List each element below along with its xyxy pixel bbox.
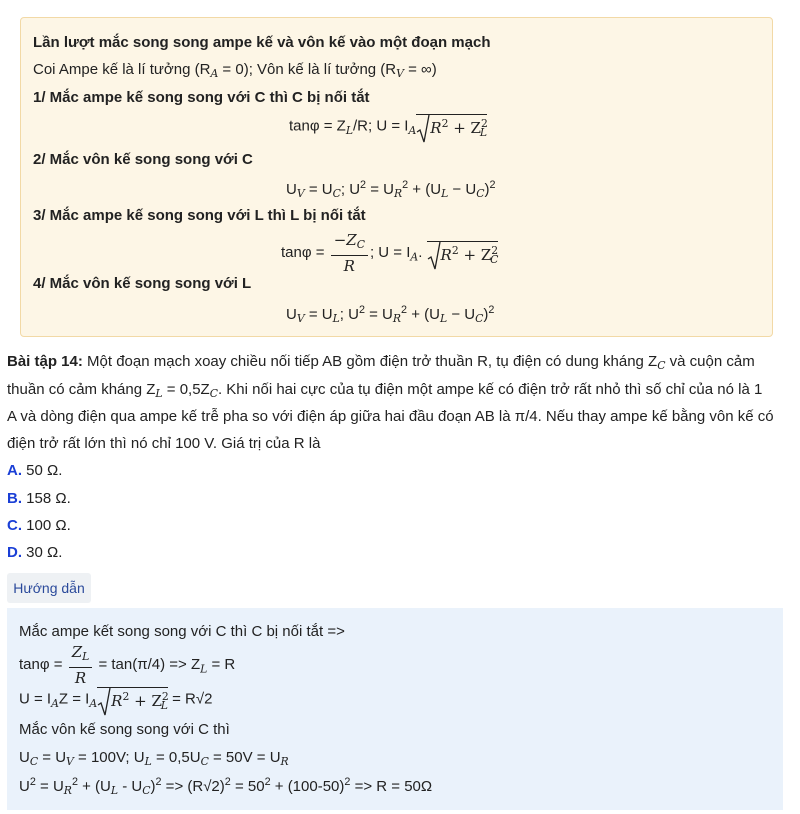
exercise-label: Bài tập 14:: [7, 353, 83, 370]
fraction: $\frac{-Z_C}{R}$: [331, 230, 368, 276]
solution-line-3: $U = I_AZ = I_A$ $R^2 + Z^2_L = R√2$: [19, 687, 212, 712]
case1-heading: 1/ Mắc ampe kế song song với C thì C bị nối tắt: [33, 89, 370, 106]
case3-formula: tanφ = $\frac{-Z_C}{R}$ ; $U = I_A$. $R^2 + Z^2_C$: [281, 231, 499, 276]
case1-formula: $\tan\varphi = Z_L/R$; $U = I_A$ $R^2 + Z^2_L$: [289, 114, 487, 139]
solution-line-2: tanφ = $\frac{Z_L}{R}$ = $\tan(\pi/4) => Z_L = R$: [19, 643, 236, 688]
option-c[interactable]: C. 100 Ω.: [7, 517, 71, 534]
hint-button[interactable]: Hướng dẫn: [7, 573, 91, 603]
case4-formula: $U_V = U_L$; $U^2 = U_R^2 + (U_L - U_C)^2$: [286, 304, 495, 326]
theory-title: Lần lượt mắc song song ampe kế và vôn kế vào một đoạn mạch: [33, 34, 491, 51]
solution-line-5: $U_C = U_V = 100V$; $U_L = 0,5U_C = 50V = U_R$: [19, 749, 289, 769]
sqrt-symbol: $R^2 + Z^2_C$: [427, 241, 499, 266]
fraction: $\frac{Z_L}{R}$: [69, 642, 93, 688]
theory-box: [20, 17, 773, 337]
sqrt-symbol: $R^2 + Z^2_L$: [97, 687, 168, 712]
case4-heading: 4/ Mắc vôn kế song song với L: [33, 275, 252, 292]
case2-formula: $U_V = U_C$; $U^2 = U_R^2 + (U_L - U_C)^2$: [286, 179, 496, 201]
exercise-line-1: Bài tập 14: Một đoạn mạch xoay chiều nối tiếp AB gồm điện trở thuần R, tụ điện có dung kháng $Z_C$ và cuộn cảm: [7, 353, 755, 373]
solution-line-4: Mắc vôn kế song song với C thì: [19, 721, 230, 738]
case3-heading: 3/ Mắc ampe kế song song với L thì L bị nối tắt: [33, 207, 366, 224]
option-d[interactable]: D. 30 Ω.: [7, 544, 63, 561]
ideal-meters-note: Coi Ampe kế là lí tưởng $(R_A = 0)$; Vôn kế là lí tưởng ($R_V$ = ∞): [33, 61, 437, 81]
sqrt-symbol: $R^2 + Z^2_L$: [416, 114, 487, 139]
exercise-line-4: điện trở rất lớn thì nó chỉ 100 V. Giá trị của R là: [7, 435, 321, 452]
exercise-line-3: A và dòng điện qua ampe kế trễ pha so với điện áp giữa hai đầu đoạn AB là π/4. Nếu thay ampe kế bằng vôn kế có: [7, 408, 774, 425]
solution-line-1: Mắc ampe kết song song với C thì C bị nối tắt =>: [19, 623, 345, 640]
solution-line-6: $U^2 = U_R^2 + (U_L - U_C)^2 => (R√2)^2 = 50^2 + (100-50)^2 => R = 50\Omega$: [19, 776, 433, 798]
option-b[interactable]: B. 158 Ω.: [7, 490, 71, 507]
solution-box: [7, 608, 783, 810]
exercise-line-2: thuần có cảm kháng $Z_L = 0,5Z_C$. Khi nối hai cực của tụ điện một ampe kế có điện trở rất nhỏ thì số chỉ của nó là 1: [7, 381, 763, 401]
option-a[interactable]: A. 50 Ω.: [7, 462, 63, 479]
case2-heading: 2/ Mắc vôn kế song song với C: [33, 151, 253, 168]
